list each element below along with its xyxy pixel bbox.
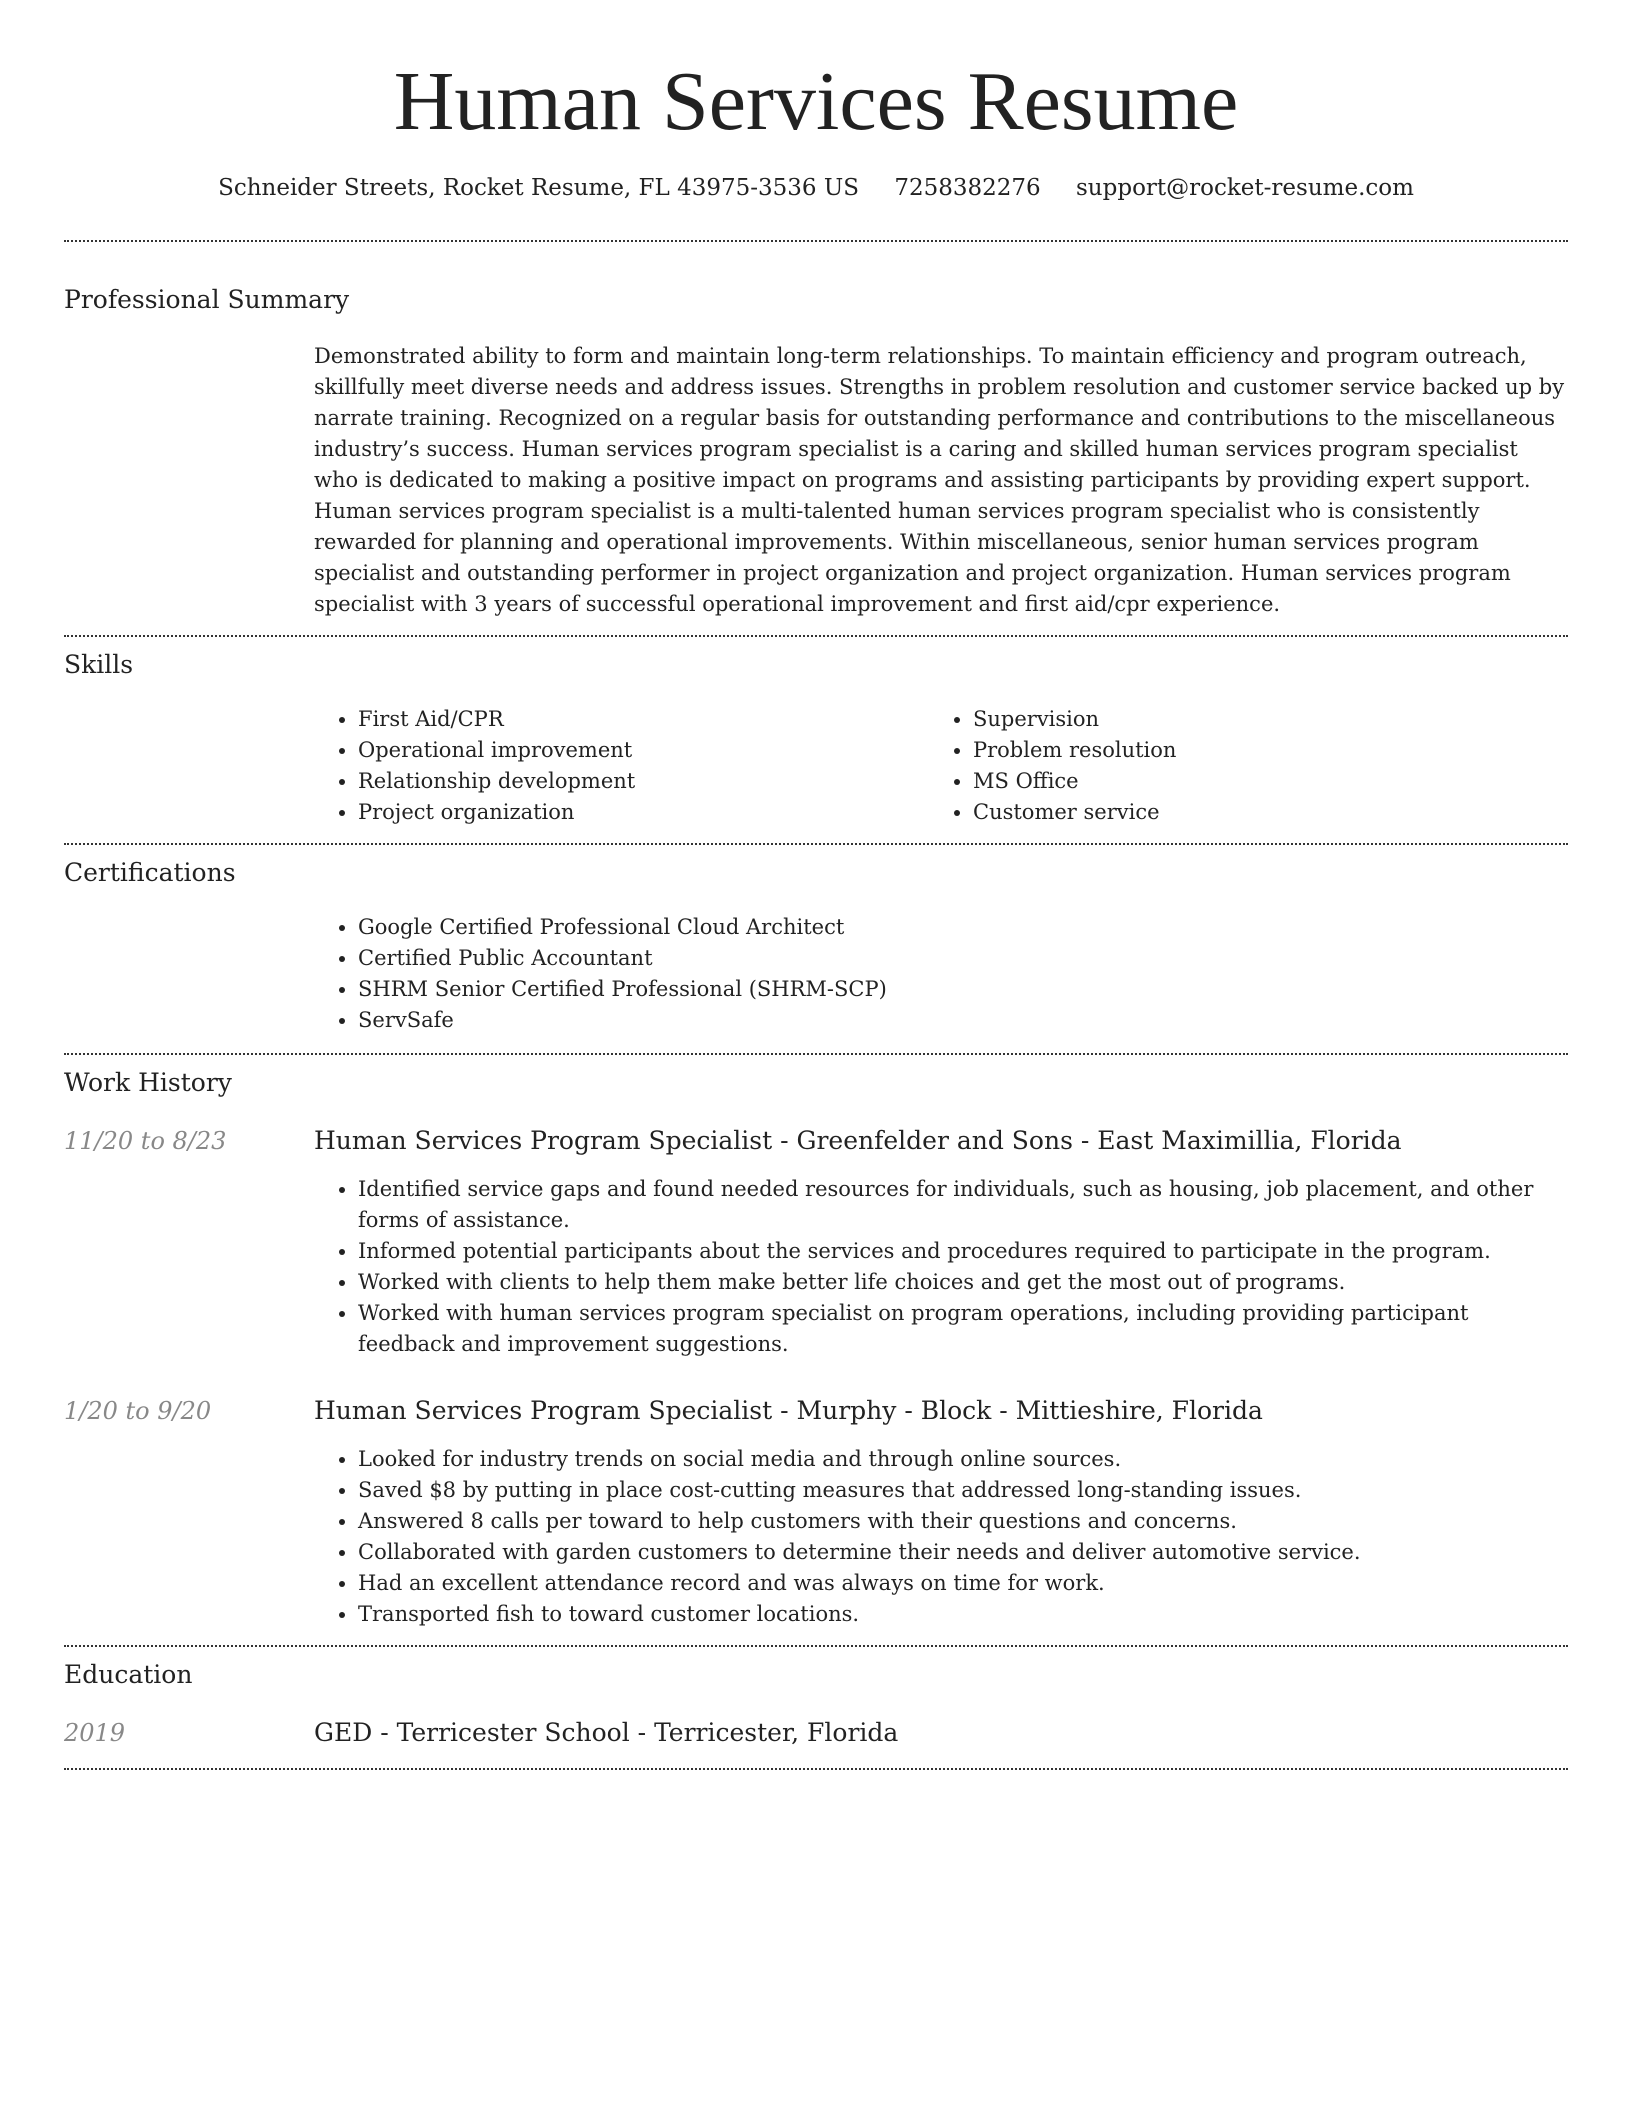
job-dates: 11/20 to 8/23	[64, 1127, 227, 1155]
skill-item: • Project organization	[358, 797, 914, 828]
job-bullet: • Identified service gaps and found needed resources for individuals, such as housing, job placement, and other forms of assistance.	[358, 1174, 1568, 1236]
certification-item: • Certified Public Accountant	[358, 943, 1568, 974]
job-bullet: • Had an excellent attendance record and was always on time for work.	[358, 1568, 1568, 1599]
section-title-skills: Skills	[64, 650, 134, 679]
divider	[64, 635, 1568, 637]
job-title: Human Services Program Specialist - Murphy - Block - Mittieshire, Florida	[314, 1396, 1263, 1425]
contact-phone: 7258382276	[894, 175, 1041, 201]
summary-text: Demonstrated ability to form and maintain long-term relationships. To maintain efficiency and program outreach, skillfully meet diverse needs and address issues. Strengths in problem resolution and customer service backed up by narrate training. Recognized on a regular basis for outstanding performance and contributions to the miscellaneous industry’s success. Human services program specialist is a caring and skilled human services program specialist who is dedicated to making a positive impact on programs and assisting participants by providing expert support. Human services program specialist is a multi-talented human services program specialist who is consistently rewarded for planning and operational improvements. Within miscellaneous, senior human services program specialist and outstanding performer in project organization and project organization. Human services program specialist with 3 years of successful operational improvement and first aid/cpr experience.	[314, 344, 1565, 616]
section-title-summary: Professional Summary	[64, 285, 350, 314]
section-title-work-history: Work History	[64, 1068, 232, 1097]
contact-email: support@rocket-resume.com	[1076, 175, 1414, 201]
job-bullet: • Looked for industry trends on social media and through online sources.	[358, 1444, 1568, 1475]
divider	[64, 1645, 1568, 1647]
skills-list-right	[929, 704, 1529, 828]
skills-list-left	[314, 704, 914, 828]
contact-line	[64, 172, 1568, 204]
job-title: Human Services Program Specialist - Greenfelder and Sons - East Maximillia, Florida	[314, 1126, 1402, 1155]
job-dates: 1/20 to 9/20	[64, 1397, 212, 1425]
section-title-certifications: Certifications	[64, 858, 236, 887]
section-title-education: Education	[64, 1660, 193, 1689]
job-bullet: • Collaborated with garden customers to determine their needs and deliver automotive service.	[358, 1537, 1568, 1568]
divider	[64, 240, 1568, 242]
job-bullets	[314, 1174, 1568, 1360]
certification-item: • ServSafe	[358, 1005, 1568, 1036]
divider	[64, 843, 1568, 845]
job-bullet: • Saved $8 by putting in place cost-cutting measures that addressed long-standing issues.	[358, 1475, 1568, 1506]
job-bullet: • Worked with clients to help them make better life choices and get the most out of programs.	[358, 1267, 1568, 1298]
job-bullet: • Transported fish to toward customer locations.	[358, 1599, 1568, 1630]
skill-item: • Problem resolution	[973, 735, 1529, 766]
divider	[64, 1053, 1568, 1055]
skill-item: • First Aid/CPR	[358, 704, 914, 735]
education-entry: GED - Terricester School - Terricester, Florida	[314, 1718, 899, 1747]
skill-item: • MS Office	[973, 766, 1529, 797]
certification-item: • SHRM Senior Certified Professional (SHRM-SCP)	[358, 974, 1568, 1005]
job-bullets	[314, 1444, 1568, 1630]
education-dates: 2019	[64, 1719, 126, 1747]
skill-item: • Operational improvement	[358, 735, 914, 766]
job-bullet: • Informed potential participants about the services and procedures required to participate in the program.	[358, 1236, 1568, 1267]
certification-item: • Google Certified Professional Cloud Architect	[358, 912, 1568, 943]
divider	[64, 1768, 1568, 1770]
skill-item: • Customer service	[973, 797, 1529, 828]
resume-title: Human Services Resume	[393, 55, 1239, 148]
contact-address: Schneider Streets, Rocket Resume, FL 43975-3536 US	[218, 175, 860, 201]
job-bullet: • Worked with human services program specialist on program operations, including providing participant feedback and improvement suggestions.	[358, 1298, 1568, 1360]
certifications-list	[314, 912, 1568, 1036]
job-bullet: • Answered 8 calls per toward to help customers with their questions and concerns.	[358, 1506, 1568, 1537]
skill-item: • Supervision	[973, 704, 1529, 735]
skill-item: • Relationship development	[358, 766, 914, 797]
